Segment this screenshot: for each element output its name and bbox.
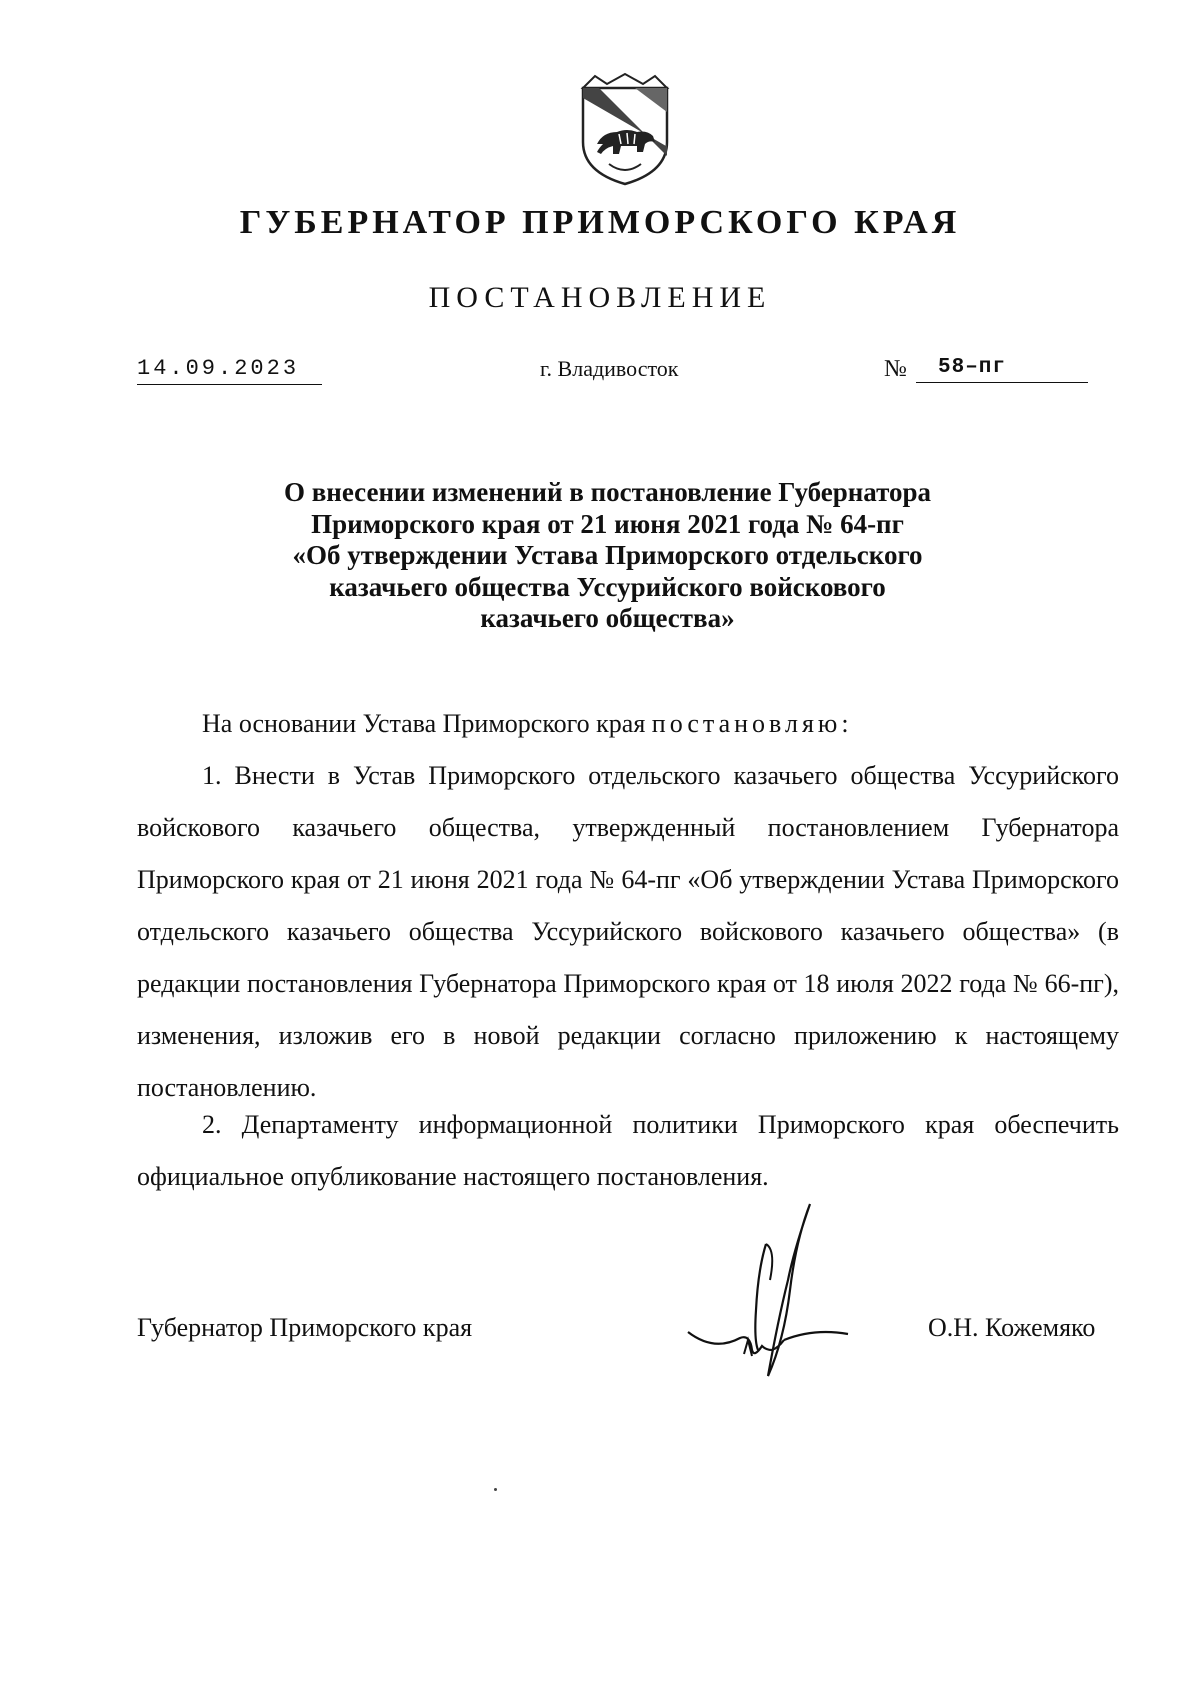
handwritten-signature-icon (684, 1200, 854, 1386)
signer-position: Губернатор Приморского края (137, 1313, 473, 1342)
number-value: 58–пг (916, 354, 1088, 383)
subject-line: «Об утверждении Устава Приморского отдельского (292, 540, 923, 570)
document-type: ПОСТАНОВЛЕНИЕ (428, 281, 772, 314)
document-city: г. Владивосток (540, 356, 679, 381)
scan-speck (494, 1488, 497, 1491)
paragraph-1: 1. Внести в Устав Приморского отдельского казачьего общества Уссурийского войскового казачьего общества, утвержденный постановлением Губернатора Приморского края от 21 июня 2021 года № 64-пг «Об утверждении Устава Приморского отдельского казачьего общества Уссурийского войскового казачьего общества» (в редакции постановления Губернатора Приморского края от 18 июля 2022 года № 66-пг), изменения, изложив его в новой редакции согласно приложению к настоящему постановлению. (137, 761, 1119, 1102)
document-subject (200, 477, 1015, 635)
signer-name: О.Н. Кожемяко (928, 1313, 1096, 1342)
issuing-authority: ГУБЕРНАТОР ПРИМОРСКОГО КРАЯ (239, 204, 961, 241)
subject-line: Приморского края от 21 июня 2021 года № 64-пг (311, 508, 904, 539)
preamble-text: На основании Устава Приморского края (202, 709, 652, 738)
primorsky-coat-of-arms-icon (575, 72, 675, 188)
document-date: 14.09.2023 (137, 356, 322, 385)
resolution-word: постановляю: (651, 709, 853, 738)
subject-line: казачьего общества» (480, 603, 735, 633)
subject-line: казачьего общества Уссурийского войскового (329, 571, 886, 602)
document-number (884, 354, 1088, 383)
subject-line: О внесении изменений в постановление Губернатора (283, 477, 932, 507)
preamble (137, 698, 1119, 750)
number-sign: № (884, 356, 907, 382)
paragraph-2: 2. Департаменту информационной политики Приморского края обеспечить официальное опубликование настоящего постановления. (137, 1110, 1119, 1191)
